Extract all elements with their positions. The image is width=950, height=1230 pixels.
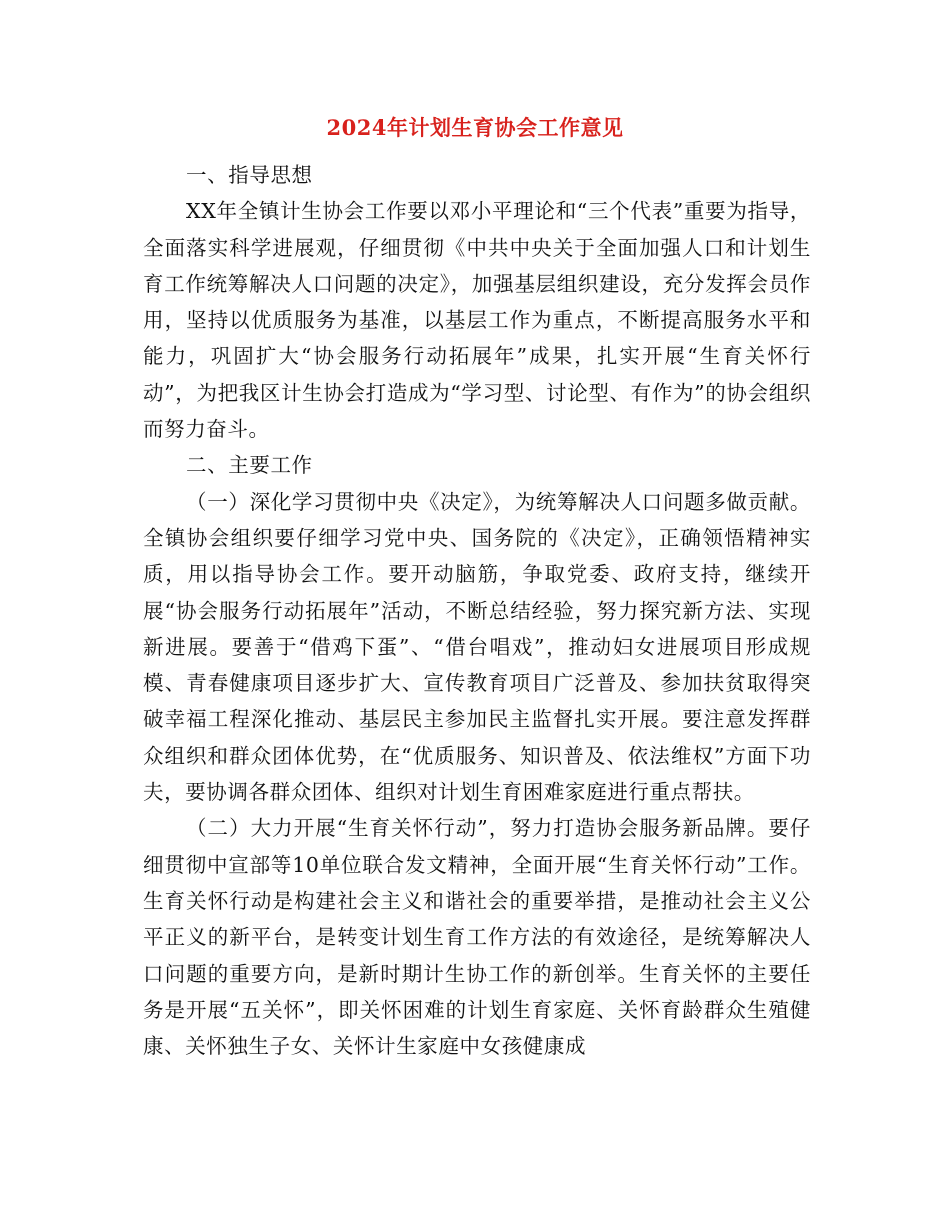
section-heading-main-work: 二、主要工作 xyxy=(186,453,313,478)
paragraph-work-item-2: （二）大力开展“生育关怀行动”，努力打造协会服务新品牌。要仔细贯彻中宣部等10单位联合发文精神，全面开展“生育关怀行动”工作。生育关怀行动是构建社会主义和谐社会的重要举措，是推动社会主义公平正义的新平台，是转变计划生育工作方法的有效途径，是统筹解决人口问题的重要方向，是新时期计生协工作的新创举。生育关怀的主要任务是开展“五关怀”，即关怀困难的计划生育家庭、关怀育龄群众生殖健康、关怀独生子女、关怀计生家庭中女孩健康成 xyxy=(143,816,812,1059)
document-title: 2024年计划生育协会工作意见 xyxy=(326,115,624,140)
section-heading-guiding-ideology: 一、指导思想 xyxy=(186,163,313,187)
paragraph-work-item-1: （一）深化学习贯彻中央《决定》，为统筹解决人口问题多做贡献。全镇协会组织要仔细学习党中央、国务院的《决定》，正确领悟精神实质，用以指导协会工作。要开动脑筋，争取党委、政府支持，继续开展“协会服务行动拓展年”活动，不断总结经验，努力探究新方法、实现新进展。要善于“借鸡下蛋”、“借台唱戏”，推动妇女进展项目形成规模、青春健康项目逐步扩大、宣传教育项目广泛普及、参加扶贫取得突破幸福工程深化推动、基层民主参加民主监督扎实开展。要注意发挥群众组织和群众团体优势，在“优质服务、知识普及、依法维权”方面下功夫，要协调各群众团体、组织对计划生育困难家庭进行重点帮扶。 xyxy=(143,489,811,805)
paragraph-guiding-ideology: XX年全镇计生协会工作要以邓小平理论和“三个代表”重要为指导，全面落实科学进展观，仔细贯彻《中共中央关于全面加强人口和计划生育工作统筹解决人口问题的决定》，加强基层组织建设，充分发挥会员作用，坚持以优质服务为基准，以基层工作为重点，不断提高服务水平和能力，巩固扩大“协会服务行动拓展年”成果，扎实开展“生育关怀行动”，为把我区计生协会打造成为“学习型、讨论型、有作为”的协会组织而努力奋斗。 xyxy=(143,199,811,442)
document-body xyxy=(143,157,811,1064)
